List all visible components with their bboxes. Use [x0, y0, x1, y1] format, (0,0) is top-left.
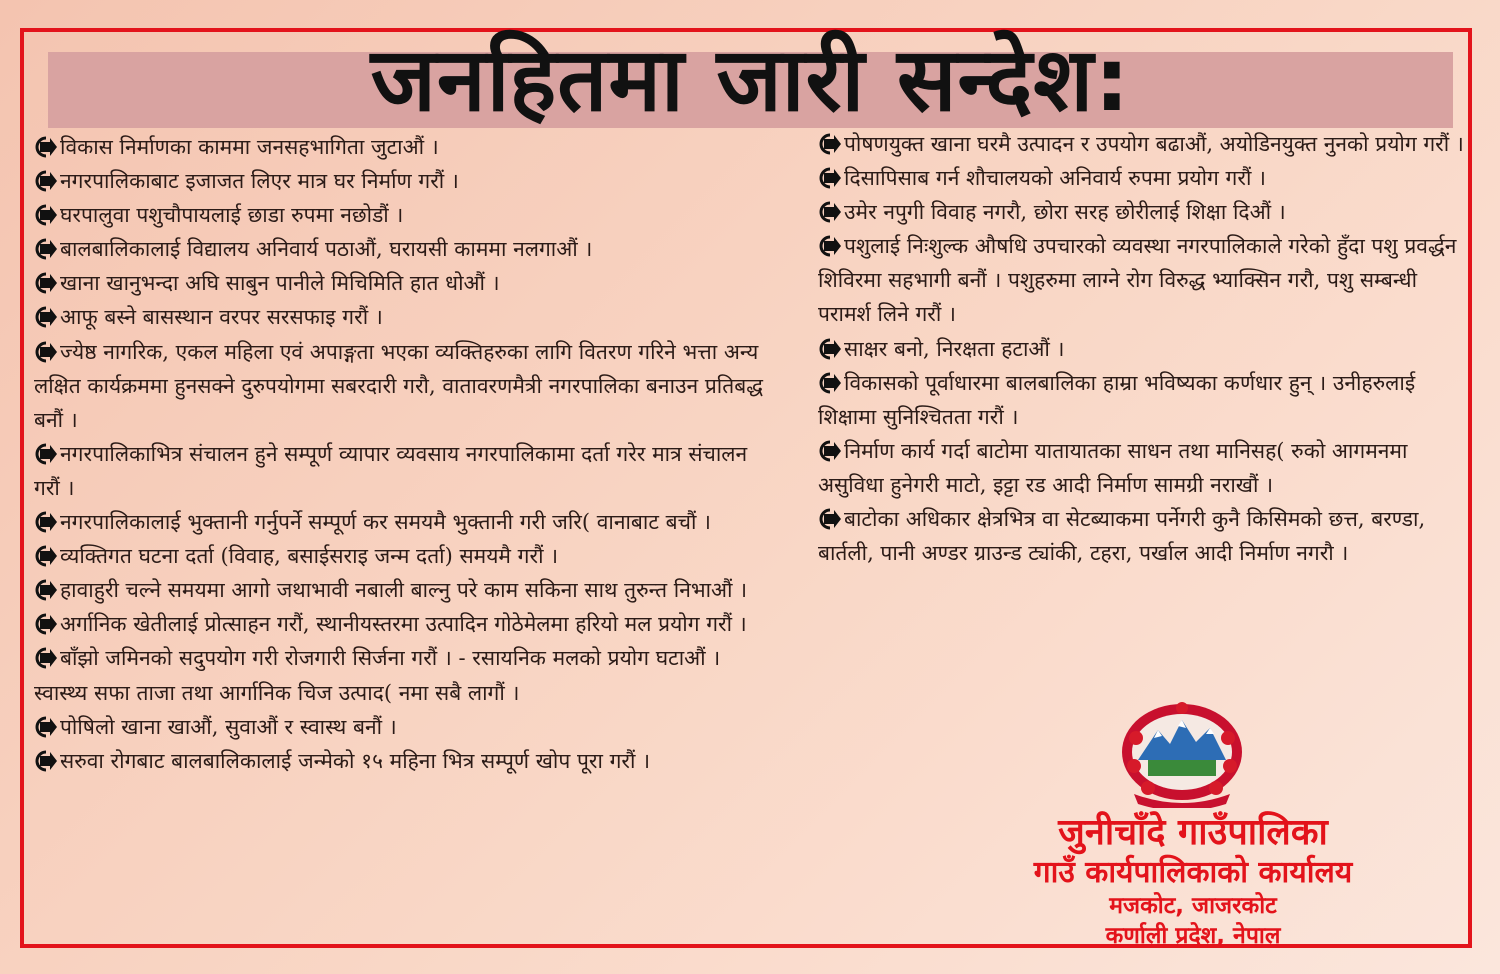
message-text: पशुलाई निःशुल्क औषधि उपचारको व्यवस्था नगरपालिकाले गरेको हुँदा पशु प्रवर्द्धन शिविरमा सहभागी बनौं । पशुहरुमा लाग्ने रोग विरुद्ध भ्याक्सिन गरौ, पशु सम्बन्धी परामर्श लिने गरौं ।	[818, 234, 1457, 327]
org-address-province: कर्णाली प्रदेश, नेपाल	[1105, 923, 1281, 949]
message-text: बाँझो जमिनको सदुपयोग गरी रोजगारी सिर्जना गरौं । - रसायनिक मलको प्रयोग घटाऔं । स्वास्थ्य सफा ताजा तथा आर्गानिक चिज उत्पाद( नमा सबै लागौं ।	[34, 646, 721, 705]
message-text: बाटोका अधिकार क्षेत्रभित्र वा सेटब्याकमा पर्नेगरी कुनै किसिमको छत्त, बरण्डा, बार्तली, पानी अण्डर ग्राउन्ड ट्यांकी, टहरा, पर्खाल आदी निर्माण नगरौ ।	[818, 507, 1426, 566]
message-item	[34, 573, 774, 607]
message-text: घरपालुवा पशुचौपायलाई छाडा रुपमा नछोडौं ।	[60, 203, 404, 228]
message-item	[818, 161, 1464, 195]
message-item	[34, 335, 774, 437]
message-item	[818, 434, 1464, 502]
arrow-circle-right-icon	[34, 341, 58, 363]
message-text: विकास निर्माणका काममा जनसहभागिता जुटाऔं ।	[60, 135, 439, 159]
message-item	[34, 300, 774, 334]
message-text: साक्षर बनो, निरक्षता हटाऔं ।	[844, 336, 1065, 361]
message-text: दिसापिसाब गर्न शौचालयको अनिवार्य रुपमा प्रयोग गरौं ।	[844, 166, 1267, 191]
org-address-district: मजकोट, जाजरकोट	[1109, 893, 1277, 919]
arrow-circle-right-icon	[34, 716, 58, 738]
message-text: निर्माण कार्य गर्दा बाटोमा यातायातका साधन तथा मानिसह( रुको आगमनमा असुविधा हुनेगरी माटो, इट्टा रड आदी निर्माण सामग्री नराखौं ।	[818, 438, 1408, 497]
arrow-circle-right-icon	[34, 306, 58, 328]
message-text: नगरपालिकालाई भुक्तानी गर्नुपर्ने सम्पूर्ण कर समयमै भुक्तानी गरी जरि( वानाबाट बचौं ।	[60, 510, 712, 535]
message-text: पोषणयुक्त खाना घरमै उत्पादन र उपयोग बढाऔं, अयोडिनयुक्त नुनको प्रयोग गरौं ।	[844, 132, 1464, 156]
arrow-circle-right-icon	[34, 204, 58, 226]
message-item	[818, 195, 1464, 229]
arrow-circle-right-icon	[818, 235, 842, 257]
message-text: आफू बस्ने बासस्थान वरपर सरसफाइ गरौं ।	[60, 305, 383, 330]
arrow-circle-right-icon	[818, 201, 842, 223]
arrow-circle-right-icon	[34, 443, 58, 465]
message-item	[34, 641, 774, 709]
message-item	[34, 164, 774, 198]
arrow-circle-right-icon	[34, 545, 58, 567]
arrow-circle-right-icon	[818, 440, 842, 462]
message-item	[34, 232, 774, 266]
message-item	[818, 502, 1464, 570]
message-item	[818, 366, 1464, 434]
message-item	[34, 130, 774, 164]
arrow-circle-right-icon	[818, 338, 842, 360]
message-text: उमेर नपुगी विवाह नगरौ, छोरा सरह छोरीलाई शिक्षा दिऔं ।	[844, 200, 1286, 225]
arrow-circle-right-icon	[818, 372, 842, 394]
message-item	[34, 607, 774, 641]
message-item	[34, 198, 774, 232]
org-name: जुनीचाँदे गाउँपालिका	[1058, 812, 1328, 853]
message-item	[34, 437, 774, 505]
message-text: हावाहुरी चल्ने समयमा आगो जथाभावी नबाली बाल्नु परे काम सकिना साथ तुरुन्त निभाऔं ।	[60, 578, 748, 603]
arrow-circle-right-icon	[34, 238, 58, 260]
left-message-list	[34, 130, 774, 778]
arrow-circle-right-icon	[34, 750, 58, 772]
message-item	[818, 127, 1464, 161]
page-title: जनहितमा जारी सन्देश:	[370, 28, 1131, 131]
arrow-circle-right-icon	[818, 508, 842, 530]
org-office: गाउँ कार्यपालिकाको कार्यालय	[1033, 855, 1353, 890]
arrow-circle-right-icon	[818, 167, 842, 189]
message-item	[818, 229, 1464, 331]
message-item	[34, 744, 774, 778]
arrow-circle-right-icon	[818, 133, 842, 155]
arrow-circle-right-icon	[34, 647, 58, 669]
message-text: खाना खानुभन्दा अघि साबुन पानीले मिचिमिति हात धोऔं ।	[60, 271, 500, 296]
arrow-circle-right-icon	[34, 272, 58, 294]
message-text: बालबालिकालाई विद्यालय अनिवार्य पठाऔं, घरायसी काममा नलगाऔं ।	[60, 237, 593, 262]
message-item	[34, 505, 774, 539]
message-item	[34, 266, 774, 300]
arrow-circle-right-icon	[34, 170, 58, 192]
message-text: ज्येष्ठ नागरिक, एकल महिला एवं अपाङ्गता भएका व्यक्तिहरुका लागि वितरण गरिने भत्ता अन्य लक्षित कार्यक्रममा हुनसक्ने दुरुपयोगमा सबरदारी गरौ, वातावरणमैत्री नगरपालिका बनाउन प्रतिबद्ध बनौं ।	[34, 339, 763, 432]
message-item	[818, 332, 1464, 366]
message-text: नगरपालिकाबाट इजाजत लिएर मात्र घर निर्माण गरौं ।	[60, 169, 459, 194]
arrow-circle-right-icon	[34, 511, 58, 533]
arrow-circle-right-icon	[34, 579, 58, 601]
message-text: नगरपालिकाभित्र संचालन हुने सम्पूर्ण व्यापार व्यवसाय नगरपालिकामा दर्ता गरेर मात्र संचालन गरौं ।	[34, 441, 748, 500]
nepal-emblem	[1118, 702, 1246, 808]
right-message-list	[818, 127, 1464, 570]
message-item	[34, 539, 774, 573]
message-text: सरुवा रोगबाट बालबालिकालाई जन्मेको १५ महिना भित्र सम्पूर्ण खोप पूरा गरौं ।	[60, 748, 651, 773]
message-item	[34, 710, 774, 744]
message-text: अर्गानिक खेतीलाई प्रोत्साहन गरौं, स्थानीयस्तरमा उत्पादिन गोठेमेलमा हरियो मल प्रयोग गरौं ।	[60, 612, 747, 637]
message-text: व्यक्तिगत घटना दर्ता (विवाह, बसाईसराइ जन्म दर्ता) समयमै गरौं ।	[60, 544, 559, 569]
message-text: विकासको पूर्वाधारमा बालबालिका हाम्रा भविष्यका कर्णधार हुन् । उनीहरुलाई शिक्षामा सुनिश्चितता गरौं ।	[818, 370, 1416, 429]
message-text: पोषिलो खाना खाऔं, सुवाऔं र स्वास्थ बनौं ।	[60, 714, 397, 739]
arrow-circle-right-icon	[34, 613, 58, 635]
arrow-circle-right-icon	[34, 136, 58, 158]
